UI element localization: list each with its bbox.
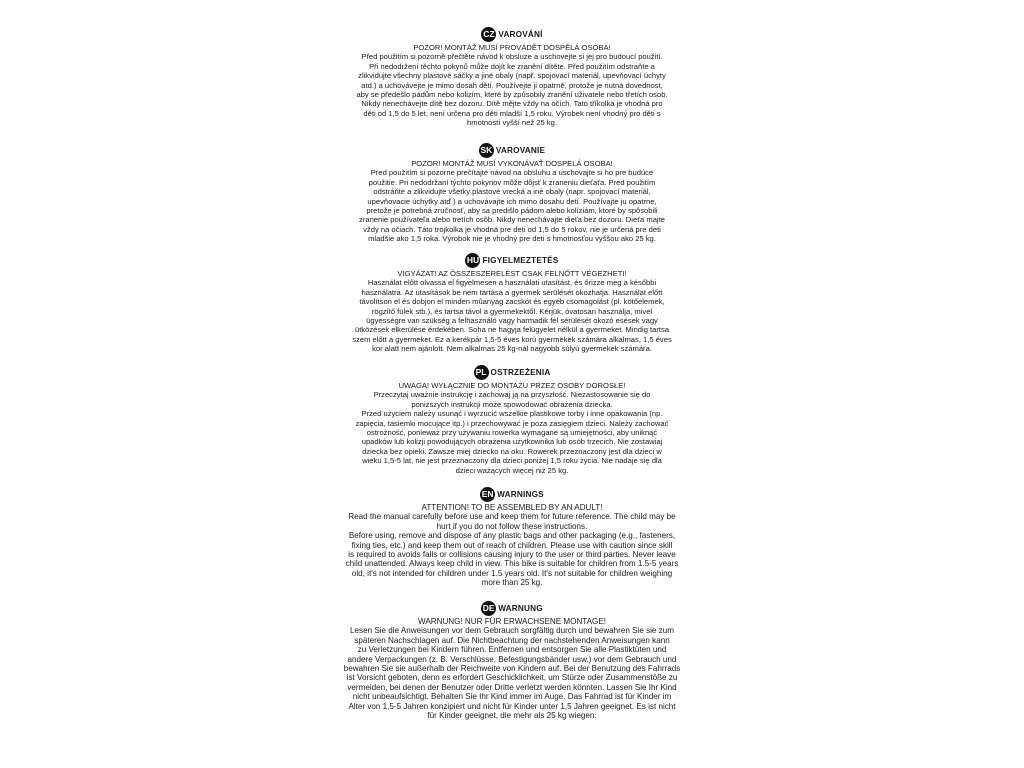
text-line: späteren Nachschlagen auf. Die Nichtbeachtung der nachstehenden Anweisungen kann [354,635,670,645]
text-line: Nikdy nenechávejte dítě bez dozoru. Dítě mějte vždy na očích. Tato tříkolka je vhodná pro [361,99,663,109]
text-line: Alter von 1,5-5 Jahren konzipiert und nicht für Kinder unter 1,5 Jahren geeignet. Es ist nicht [348,701,676,711]
text-line: nicht unbeaufsichtigt. Behalten Sie Ihr Kind immer im Auge. Das Fahrrad ist für Kinder im [352,692,672,702]
section-header [318,600,706,616]
text-line: mladšie ako 1,5 roka. Výrobok nie je vhodný pre deti s hmotnosťou vyššou ako 25 kg. [368,234,656,244]
text-line: dzieci ważących więcej niż 25 kg. [455,465,569,475]
text-line: használatra. Az utasítások be nem tartása a gyermek sérülését okozhatja. Használat előtt [361,287,663,297]
text-line: pretože je potrebná zručnosť, aby sa predišlo pádom alebo kolíziám, ktoré by spôsobili [366,206,658,216]
text-line: bewahren Sie sie außerhalb der Reichweite von Kindern auf. Bei der Benutzung des Fahrrads [343,664,681,674]
text-line: rögzítő fülek stb.), és tartsa távol a gyermekektől. Kérjük, óvatosan használja, mivel [371,306,653,316]
section-title: WARNINGS [497,489,544,499]
warning-headline: UWAGA! WYŁĄCZNIE DO MONTAŻU PRZEZ OSOBY DOROSŁE! [398,381,626,390]
section-pl [318,364,706,475]
text-line: vždy na očiach. Táto trojkolka je vhodná pre deti od 1,5 do 5 rokov, nie je určená pre deti [363,224,661,234]
section-hu [318,252,706,354]
section-title: VAROVÁNÍ [498,29,543,39]
section-title: WARNUNG [498,603,543,613]
text-line: für Kinder geeignet, die mehr als 25 kg wiegen. [427,711,597,721]
text-line: fixing ties, etc.) and keep them out of reach of children. Please use with caution since skill [351,540,673,550]
section-header [318,252,706,268]
text-line: kor alatt nem ajánlott. Nem alkalmas 25 kg-nál nagyobb súlyú gyermekek számára. [372,344,652,354]
text-line: child unattended. Always keep child in view. This bike is suitable for children from 1.5-5 years [345,559,679,569]
text-line: zapięcia, tasiemki mocujące itp.) i przechowywać je poza zasięgiem dzieci. Należy zachować [355,418,669,428]
warning-headline: POZOR! MONTÁŽ MUSÍ PROVÁDĚT DOSPĚLÁ OSOBA! [413,43,611,52]
language-badge-pl: PL [474,365,489,380]
section-title: FIGYELMEZTETÉS [482,255,559,265]
text-line: wieku 1,5-5 lat, nie jest przeznaczony dla dzieci poniżej 1,5 roku życia. Nie nadaje się dla [362,456,662,466]
section-header [318,142,706,158]
warning-headline: VIGYÁZAT! AZ ÖSSZESZERELÉST CSAK FELNŐTT VÉGEZHETI! [397,269,627,278]
text-line: Lesen Sie die Anweisungen vor dem Gebrauch sorgfältig durch und bewahren Sie sie zum [350,626,674,636]
text-line: aby se předešlo pádům nebo kolizím, které by způsobily zranění uživatele nebo třetích osob. [356,90,668,100]
section-de [318,600,706,720]
text-line: Read the manual carefully before use and keep them for future reference. The child may be [348,512,676,522]
warning-headline: WARNUNG! NUR FÜR ERWACHSENE MONTAGE! [418,617,606,626]
text-line: szem előtt a gyermeket. Ez a kerékpár 1,5-5 éves korú gyermekek számára alkalmas, 1,5 éves [352,334,672,344]
text-line: zlikvidujte všechny plastové sáčky a jiné obaly (např. spojovací materiál, upevňovací úchyty [358,71,666,81]
text-line: Before using, remove and dispose of any plastic bags and other packaging (e.g., fasteners, [348,531,676,541]
section-title: VAROVANIE [495,145,546,155]
text-line: is required to avoids falls or collisions causing injury to the user or third parties. Never leave [348,550,676,560]
section-en [318,486,706,588]
section-header [318,364,706,380]
text-line: ütközések elkerülése érdekében. Soha ne hagyja felügyelet nélkül a gyermeket. Mindig tartsa [354,325,670,335]
text-line: dziecka bez opieki. Zawsze miej dziecko na oku. Rowerek przeznaczony jest dla dzieci w [362,446,662,456]
language-badge-cz: CZ [481,27,496,42]
text-line: upadków lub kolizji powodujących obrażenia użytkownika lub osób trzecich. Nie zostawiaj [361,437,663,447]
text-line: ügyességre van szükség a felhasználó vagy harmadik fél sérülését okozó esések vagy [366,316,658,326]
text-line: poniższych instrukcji może spowodować obrażenia dziecka. [411,399,613,409]
warning-headline: POZOR! MONTÁŽ MUSÍ VYKONÁVAŤ DOSPELÁ OSOBA! [411,159,613,168]
text-line: old, it's not intended for children under 1.5 years old. It's not suitable for children weighing [351,568,673,578]
language-badge-sk: SK [479,143,494,158]
text-line: Pred použitím si pozorne prečítajte návod na obsluhu a uschovajte si ho pre budúce [370,168,654,178]
text-line: Przeczytaj uważnie instrukcję i zachowaj ją na przyszłość. Niezastosowanie się do [373,390,651,400]
text-line: děti od 1,5 do 5 let, není určena pro děti mladší 1,5 roku. Výrobek není vhodný pro děti s [363,108,661,118]
text-line: zranenie používateľa alebo tretích osôb. Nikdy nenechávajte dieťa bez dozoru. Dieťa majte [359,215,665,225]
text-line: hurt if you do not follow these instructions. [436,521,588,531]
text-line: távolítson el és dobjon el minden műanyag zacskót és egyéb csomagolást (pl. kötőelemek, [359,297,665,307]
text-line: vermeiden, bei denen der Benutzer oder Dritte verletzt werden könnten. Lassen Sie Ihr Kind [347,682,677,692]
text-line: atd.) a uchovávejte je mimo dosah dětí. Používejte ji opatrně, protože je nutná dovednost, [361,80,663,90]
section-cz [318,26,706,128]
text-line: ostrożność, ponieważ przy używaniu rowerka wymagane są umiejętności, aby uniknąć [366,428,658,438]
text-line: použitie. Pri nedodržaní týchto pokynov môže dôjsť k zraneniu dieťaťa. Pred použitím [368,177,656,187]
section-header [318,26,706,42]
section-sk [318,142,706,244]
text-line: odstráňte a zlikvidujte všetky plastové vrecká a iné obaly (napr. spojovací materiál, [373,187,651,197]
text-line: Használat előtt olvassa el figyelmesen a használati utasítást, és őrizze meg a későbbi [367,278,657,288]
section-header [318,486,706,502]
language-badge-hu: HU [465,253,480,268]
text-line: upevňovacie úchytky atď.) a uchovávajte ich mimo dosahu detí. Používajte ju opatrne, [367,196,657,206]
text-line: zu Verletzungen bei Kindern führen. Entfernen und entsorgen Sie alle Plastiktüten und [357,645,667,655]
section-title: OSTRZEŻENIA [490,367,551,377]
text-line: Při nedodržení těchto pokynů může dojít ke zranění dítěte. Před použitím odstraňte a [369,61,655,71]
text-line: hmotností vyšší než 25 kg. [467,118,557,128]
language-badge-en: EN [480,487,495,502]
text-line: ist Vorsicht geboten, denn es erfordert Geschicklichkeit, um Stürze oder Zusammenstöße zu [346,673,678,683]
text-line: andere Verpackungen (z. B. Verschlüsse, Befestigungsbänder usw.) vor dem Gebrauch und [347,654,677,664]
text-line: Před použitím si pozorně přečtěte návod k obsluze a uschovejte si jej pro budoucí použití. [361,52,663,62]
warning-headline: ATTENTION! TO BE ASSEMBLED BY AN ADULT! [421,503,603,512]
language-badge-de: DE [481,601,496,616]
text-line: more than 25 kg. [481,578,543,588]
text-line: Przed użyciem należy usunąć i wyrzucić wszelkie plastikowe torby i inne opakowania (np. [361,409,663,419]
